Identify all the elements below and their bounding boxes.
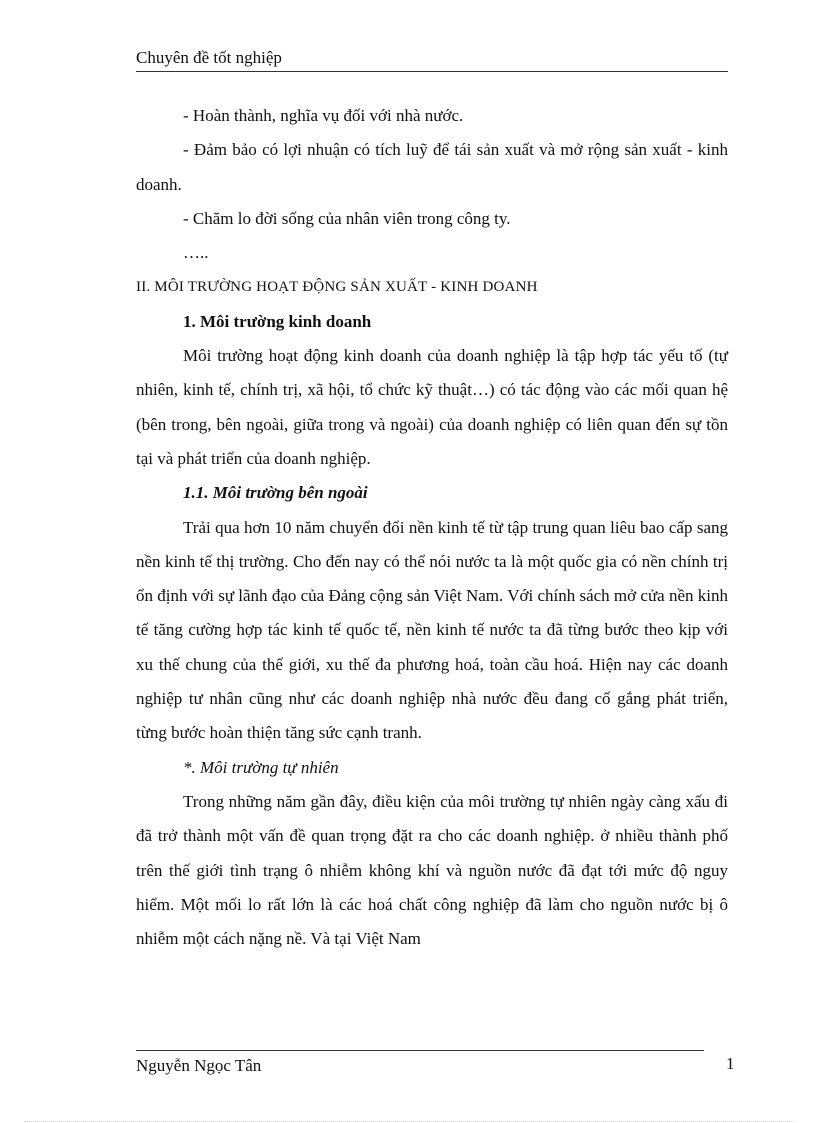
section-heading: II. MÔI TRƯỜNG HOẠT ĐỘNG SẢN XUẤT - KINH DOANH xyxy=(136,279,538,296)
bullet-item: - Đảm bảo có lợi nhuận có tích luỹ để tái sản xuất và mở rộng sản xuất - kinh doanh. xyxy=(136,140,728,194)
footer-author: Nguyễn Ngọc Tân xyxy=(136,1056,262,1075)
subsection-heading: 1. Môi trường kinh doanh xyxy=(183,311,372,331)
sub-subsection-heading: 1.1. Môi trường bên ngoài xyxy=(183,483,368,503)
bullet-item: - Chăm lo đời sống của nhân viên trong công ty. xyxy=(183,208,511,228)
ellipsis-line: ….. xyxy=(183,243,209,263)
bullet-item: - Hoàn thành, nghĩa vụ đối với nhà nước. xyxy=(183,106,464,125)
footer-rule xyxy=(136,1050,704,1051)
paragraph: Môi trường hoạt động kinh doanh của doanh nghiệp là tập hợp tác yếu tố (tự nhiên, kinh tế, chính trị, xã hội, tổ chức kỹ thuật…) có tác động vào các mối quan hệ (bên trong, bên ngoài, giữa trong và ngoài) của doanh nghiệp có liên quan đến sự tồn tại và phát triển của doanh nghiệp. xyxy=(136,346,728,468)
paragraph: Trải qua hơn 10 năm chuyển đổi nền kinh tế từ tập trung quan liêu bao cấp sang nền kinh tế thị trường. Cho đến nay có thể nói nước ta là một quốc gia có nền chính trị ổn định với sự lãnh đạo của Đảng cộng sản Việt Nam. Với chính sách mở cửa nền kinh tế tăng cường hợp tác kinh tế quốc tế, nền kinh tế nước ta đã từng bước theo kịp với xu thế chung của thế giới, xu thế đa phương hoá, toàn cầu hoá. Hiện nay các doanh nghiệp tư nhân cũng như các doanh nghiệp nhà nước đều đang cố gắng phát triển, từng bước hoàn thiện tăng sức cạnh tranh. xyxy=(136,517,728,743)
document-body xyxy=(136,99,728,956)
page-number: 1 xyxy=(726,1054,735,1073)
page-edge xyxy=(24,1121,794,1122)
page-header: Chuyên đề tốt nghiệp xyxy=(136,47,728,72)
paragraph: Trong những năm gần đây, điều kiện của môi trường tự nhiên ngày càng xấu đi đã trở thành một vấn đề quan trọng đặt ra cho các doanh nghiệp. ở nhiều thành phố trên thế giới tình trạng ô nhiễm không khí và nguồn nước đã đạt tới mức độ nguy hiểm. Một mối lo rất lớn là các hoá chất công nghiệp đã làm cho nguồn nước bị ô nhiễm một cách nặng nề. Và tại Việt Nam xyxy=(136,791,728,949)
italic-heading: *. Môi trường tự nhiên xyxy=(183,757,339,777)
